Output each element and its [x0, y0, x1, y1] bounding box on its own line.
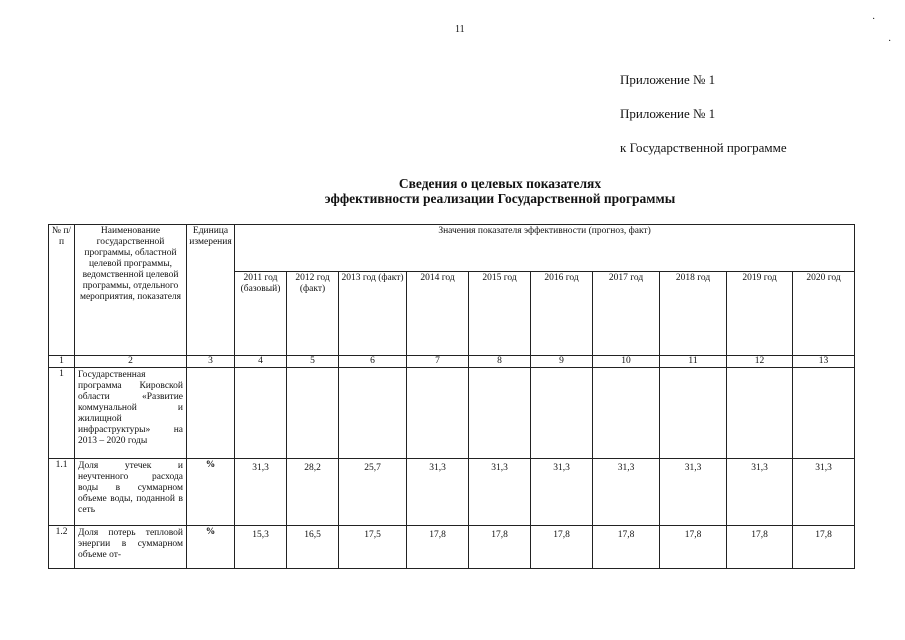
- page-number: 11: [455, 24, 465, 35]
- column-number: 8: [469, 356, 531, 368]
- row-value: 17,5: [339, 526, 407, 569]
- appendix-line-2: Приложение № 1: [620, 106, 716, 121]
- row-value: [469, 368, 531, 459]
- column-number: 6: [339, 356, 407, 368]
- row-value: 17,8: [407, 526, 469, 569]
- row-value: [407, 368, 469, 459]
- header-values-group: Значения показателя эффективности (прогноз, факт): [235, 225, 855, 272]
- document-title-line-2: эффективности реализации Государственной программы: [324, 191, 676, 206]
- row-value: 31,3: [793, 459, 855, 526]
- row-value: 17,8: [593, 526, 660, 569]
- column-number: 11: [660, 356, 727, 368]
- column-number: 2: [75, 356, 187, 368]
- table-row: [49, 368, 855, 459]
- row-number: 1.2: [49, 526, 75, 569]
- column-numbers-row: [49, 356, 855, 368]
- row-value: [531, 368, 593, 459]
- header-num: № п/п: [49, 225, 75, 356]
- scan-dot: ·: [872, 14, 876, 25]
- row-value: 28,2: [287, 459, 339, 526]
- header-year: 2011 год (базовый): [235, 272, 287, 356]
- column-number: 12: [727, 356, 793, 368]
- table-row: [49, 459, 855, 526]
- row-name: Доля потерь тепловой энергии в суммарном объеме от-: [75, 526, 187, 569]
- column-number: 5: [287, 356, 339, 368]
- indicators-table: [48, 224, 855, 569]
- header-year: 2013 год (факт): [339, 272, 407, 356]
- row-value: 31,3: [407, 459, 469, 526]
- header-year: 2020 год: [793, 272, 855, 356]
- row-value: 17,8: [660, 526, 727, 569]
- table-row: [49, 526, 855, 569]
- row-value: 17,8: [469, 526, 531, 569]
- document-title-line-1: Сведения о целевых показателях: [398, 176, 602, 191]
- column-number: 3: [187, 356, 235, 368]
- header-row: [49, 225, 855, 272]
- header-year: 2018 год: [660, 272, 727, 356]
- column-number: 13: [793, 356, 855, 368]
- header-name: Наименование государственной программы, областной целевой программы, ведомственной целевой программы, отдельного мероприятия, показателя: [75, 225, 187, 356]
- row-value: 17,8: [727, 526, 793, 569]
- row-unit: [187, 368, 235, 459]
- row-value: 25,7: [339, 459, 407, 526]
- header-year: 2015 год: [469, 272, 531, 356]
- row-value: 31,3: [235, 459, 287, 526]
- column-number: 4: [235, 356, 287, 368]
- row-number: 1.1: [49, 459, 75, 526]
- header-year: 2019 год: [727, 272, 793, 356]
- row-unit: %: [187, 459, 235, 526]
- row-value: [287, 368, 339, 459]
- row-value: 17,8: [793, 526, 855, 569]
- column-number: 7: [407, 356, 469, 368]
- row-value: 31,3: [727, 459, 793, 526]
- appendix-line-3: к Государственной программе: [620, 140, 787, 155]
- row-value: 31,3: [531, 459, 593, 526]
- row-value: 16,5: [287, 526, 339, 569]
- row-value: [727, 368, 793, 459]
- row-value: 31,3: [660, 459, 727, 526]
- scan-dot: ·: [888, 36, 892, 47]
- column-number: 10: [593, 356, 660, 368]
- row-value: 17,8: [531, 526, 593, 569]
- column-number: 9: [531, 356, 593, 368]
- row-value: [793, 368, 855, 459]
- row-value: [235, 368, 287, 459]
- header-year: 2014 год: [407, 272, 469, 356]
- row-value: 31,3: [593, 459, 660, 526]
- column-number: 1: [49, 356, 75, 368]
- header-year: 2017 год: [593, 272, 660, 356]
- row-value: 15,3: [235, 526, 287, 569]
- appendix-line-1: Приложение № 1: [620, 72, 716, 87]
- row-name: Государственная программа Кировской области «Развитие коммунальной и жилищной инфраструктуры» на 2013 – 2020 годы: [75, 368, 187, 459]
- header-unit: Единица измерения: [187, 225, 235, 356]
- header-year: 2016 год: [531, 272, 593, 356]
- row-value: [660, 368, 727, 459]
- row-value: [339, 368, 407, 459]
- header-year: 2012 год (факт): [287, 272, 339, 356]
- row-value: 31,3: [469, 459, 531, 526]
- row-value: [593, 368, 660, 459]
- row-number: 1: [49, 368, 75, 459]
- row-name: Доля утечек и неучтенного расхода воды в суммарном объеме воды, поданной в сеть: [75, 459, 187, 526]
- row-unit: %: [187, 526, 235, 569]
